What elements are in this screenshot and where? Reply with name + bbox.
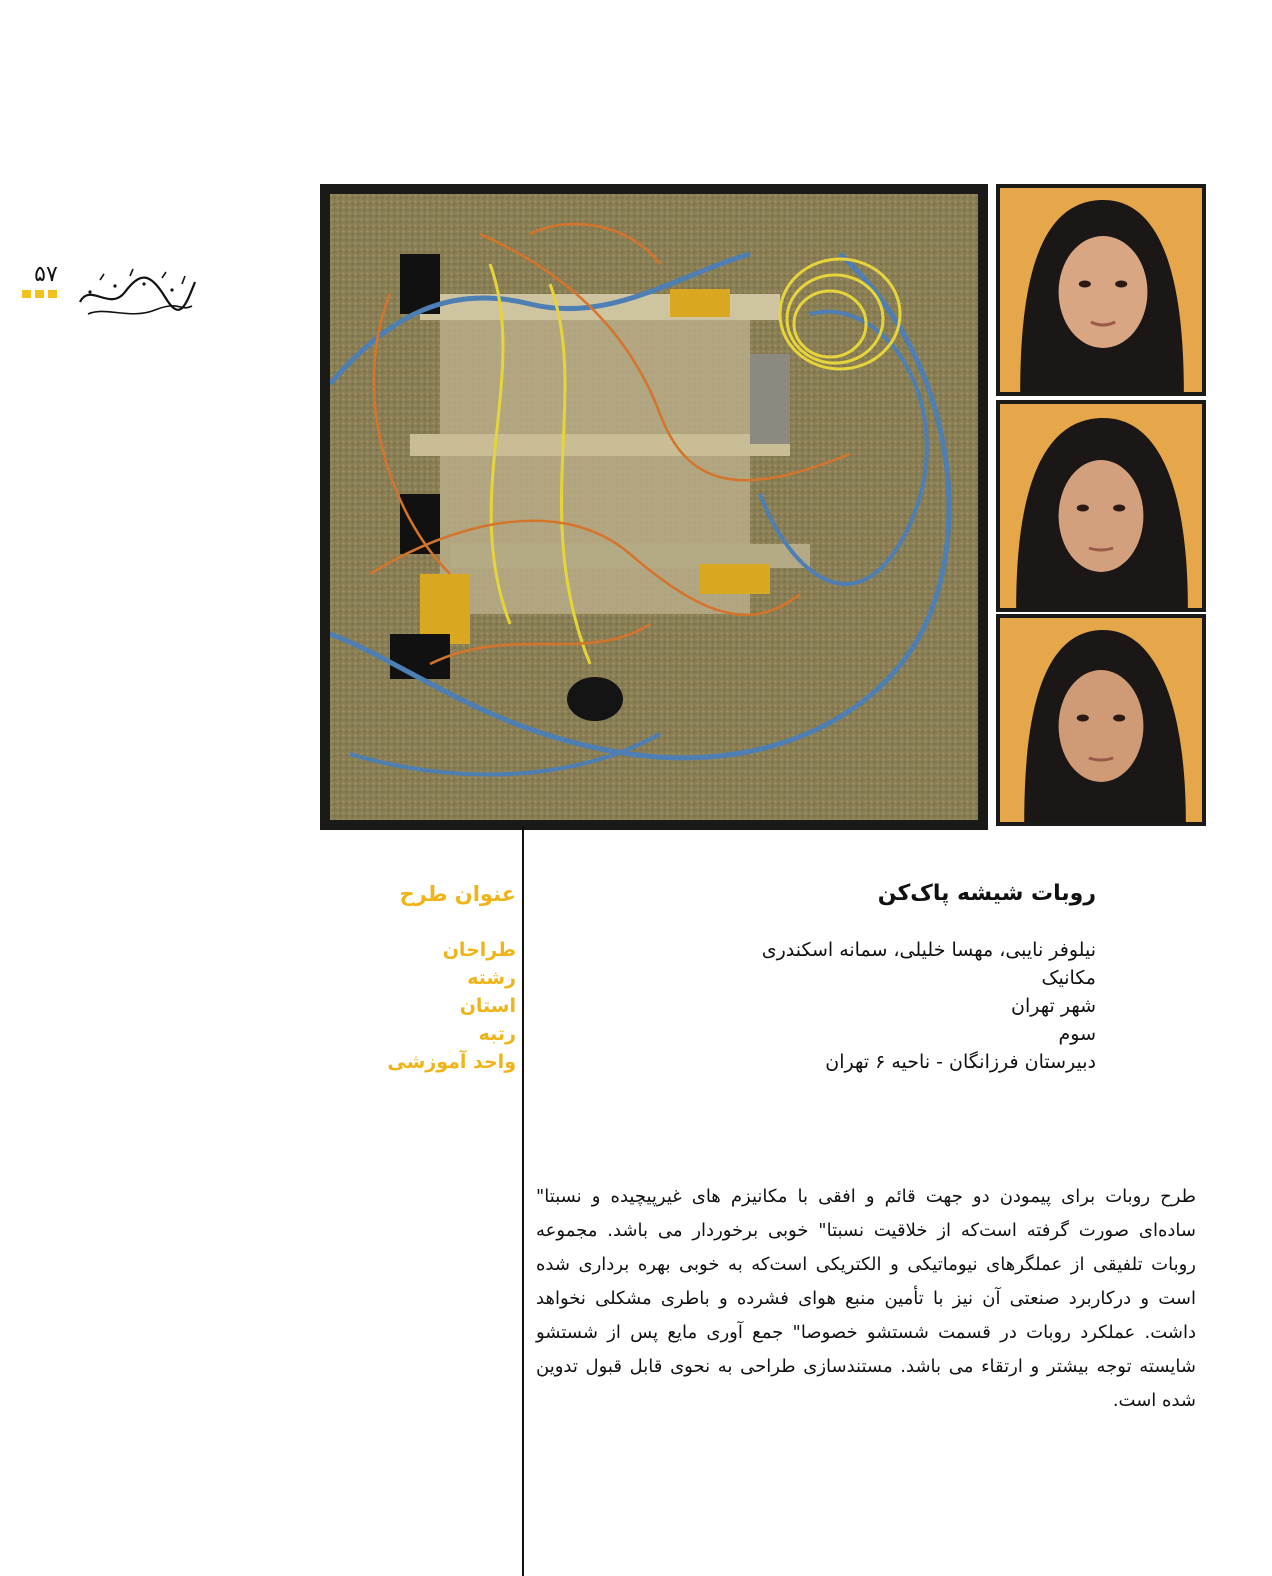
portrait-3 [996,614,1206,826]
festival-logo [70,262,200,326]
field-labels [360,876,516,1076]
portrait-1 [996,184,1206,396]
robot-photo [320,184,988,830]
label-school: واحد آموزشی [387,1051,516,1073]
value-rank: سوم [1058,1023,1096,1045]
project-description: طرح روبات برای پیمودن دو جهت قائم و افقی با مکانیزم های غیرپیچیده و نسبتا" ساده‌ای صورت گرفته است‌که از خلاقیت نسبتا" خوبی برخوردار می باشد. مجموعه روبات تلفیقی از عملگرهای نیوماتیکی و الکتریکی است‌که به خوبی بهره برداری شده است و درکاربرد صنعتی آن نیز با تأمین منبع هوای فشرده و باطری مشکلی نخواهد داشت. عملکرد روبات در قسمت شستشو خصوصا" جمع آوری مایع پس از شستشو شایسته توجه بیشتر و ارتقاء می باشد. مستندسازی طراحی به نحوی قابل قبول تدوین شده است. [536,1186,1196,1411]
value-designers: نیلوفر نایبی، مهسا خلیلی، سمانه اسکندری [761,939,1096,961]
column-divider [522,826,524,1576]
value-province: شهر تهران [1011,995,1096,1017]
portrait-2 [996,400,1206,612]
page-number-dots [22,290,57,298]
value-school: دبیرستان فرزانگان - ناحیه ۶ تهران [825,1051,1096,1073]
value-field: مکانیک [1041,967,1096,989]
label-designers: طراحان [442,939,516,961]
field-values [536,876,1096,1076]
label-rank: رتبه [478,1023,516,1045]
label-field: رشته [467,967,516,989]
label-province: استان [459,995,516,1017]
page-number: ۵۷ [34,262,58,287]
project-title: روبات شیشه پاک‌کن [877,881,1096,906]
title-label: عنوان طرح [399,882,516,906]
